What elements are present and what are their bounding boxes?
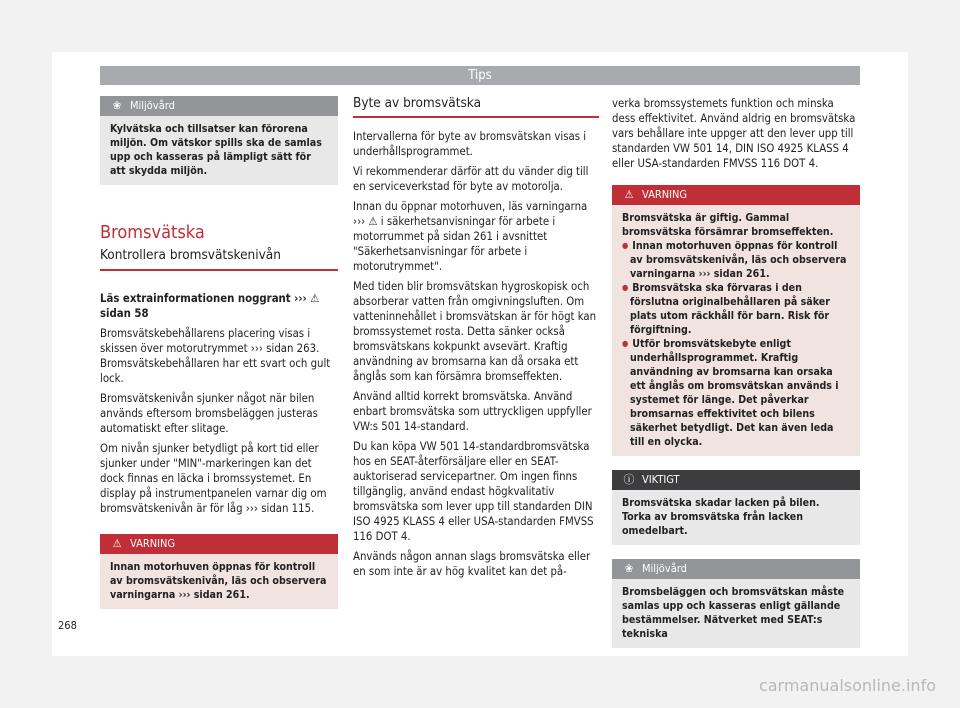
section-title-byte: Byte av bromsvätska [353, 96, 599, 118]
env-box-2 [612, 559, 860, 648]
env-box-2-text: Bromsbeläggen och bromsvätskan måste samlas upp och kasseras enligt gällande bestämmelser. Nätverket med SEAT:s tekniska [622, 586, 845, 640]
env-box-1-text: Kylvätska och tillsatser kan förorena miljön. Om vätskor spills ska de samlas upp och kasseras på lämpligt sätt för att skydda miljön. [110, 123, 322, 177]
warning-lead: Bromsvätska är giftig. Gammal bromsvätska försämrar bromseffekten. [622, 212, 834, 238]
paragraph: verka bromssystemets funktion och minska dess effektivitet. Använd aldrig en bromsvätska vars behållare inte uppger att den lever upp till standarden VW 501 14, DIN ISO 4925 KLASS 4 eller USA-standarden FMVSS 116 DOT 4. [612, 97, 856, 170]
warning-box-1-text: Innan motorhuven öppnas för kontroll av bromsvätskenivån, läs och observera varningarna ››› sidan 261. [110, 561, 327, 601]
warning-box-2 [612, 185, 860, 456]
header-bar [100, 66, 860, 85]
warning-box-1-head [100, 534, 338, 554]
info-circle-icon: ⓘ [623, 473, 635, 486]
section-subtitle: Kontrollera bromsvätskenivån [100, 248, 338, 271]
paragraph: Används någon annan slags bromsvätska eller en som inte är av hög kvalitet kan det på- [353, 550, 591, 578]
flower-icon: ❀ [624, 562, 634, 575]
column-2 [353, 96, 599, 584]
header-title: Tips [468, 68, 492, 83]
caution-box-text: Bromsvätska skadar lacken på bilen. Torka av bromsvätska från lacken omedelbart. [622, 497, 820, 537]
paragraph: Vi rekommenderar därför att du vänder dig till en serviceverkstad för byte av motorolja. [353, 165, 589, 193]
warning-box-2-head [612, 185, 860, 205]
column-1 [100, 96, 338, 609]
paragraph: Om nivån sjunker betydligt på kort tid eller sjunker under "MIN"-markeringen kan det dock finnas en läcka i bromssystemet. En display på instrumentpanelen varnar dig om bromsvätskenivån är för låg ››› sidan 115. [100, 442, 327, 515]
paragraph: Bromsvätskebehållarens placering visas i skissen över motorutrymmet ››› sidan 263. Bromsvätskebehållaren har ett svart och gult lock. [100, 327, 331, 385]
paragraph: Med tiden blir bromsvätskan hygroskopisk och absorberar vatten från omgivningsluften. Om vatteninnehållet i bromsvätskan är för högt kan bromssystemet rosta. Detta sänker också bromsvätskans kokpunkt avsevärt. Kraftig användning av bromsarna kan då orsaka ett ånglås som kan försämra bromseffekten. [353, 280, 597, 383]
flower-icon: ❀ [112, 99, 122, 112]
warning-box-2-title: VARNING [642, 188, 688, 201]
intro-text: Läs extrainformationen noggrant ››› ⚠ sidan 58 [100, 292, 320, 320]
env-box-1-head [100, 96, 338, 116]
caution-box-head [612, 470, 860, 490]
warning-box-2-body [612, 205, 860, 456]
env-box-2-title: Miljövård [642, 562, 687, 575]
section-title-bromsvatska: Bromsvätska [100, 222, 205, 243]
caution-box-title: VIKTIGT [642, 473, 680, 486]
paragraph: Du kan köpa VW 501 14-standardbromsvätska hos en SEAT-återförsäljare eller en SEAT-auktoriserad servicepartner. Om ingen finns tillgänglig, använd endast högkvalitativ bromsvätska som lever upp till standarden DIN ISO 4925 KLASS 4 eller USA-standarden FMVSS 116 DOT 4. [353, 440, 594, 543]
paragraph: Intervallerna för byte av bromsvätskan visas i underhållsprogrammet. [353, 130, 587, 158]
paragraph: Bromsvätskenivån sjunker något när bilen används eftersom bromsbeläggen justeras automatiskt efter slitage. [100, 392, 318, 435]
footer-watermark: carmanualsonline.info [758, 676, 936, 695]
warning-item: ● Innan motorhuven öppnas för kontroll av bromsvätskenivån, läs och observera varningarna ››› sidan 261. [622, 239, 850, 281]
paragraph: Använd alltid korrekt bromsvätska. Använd enbart bromsvätska som uttryckligen uppfyller VW:s 501 14-standard. [353, 390, 592, 433]
caution-box [612, 470, 860, 545]
env-box-2-head [612, 559, 860, 579]
warning-triangle-icon: ⚠ [624, 188, 634, 201]
warning-item: ● Utför bromsvätskebyte enligt underhållsprogrammet. Kraftig användning av bromsarna kan orsaka ett ånglås om bromsvätskan används i systemet för länge. Det påverkar bromsarnas effektivitet och bilens säkerhet betydligt. Det kan även leda till en olycka. [622, 337, 850, 449]
warning-item: ● Bromsvätska ska förvaras i den förslutna originalbehållaren på säker plats utom räckhåll för barn. Risk för förgiftning. [622, 281, 850, 337]
env-box-1-title: Miljövård [130, 99, 175, 112]
env-box-1 [100, 96, 338, 185]
column-3 [612, 96, 860, 648]
warning-triangle-icon: ⚠ [112, 537, 122, 550]
warning-box-1-title: VARNING [130, 537, 176, 550]
page-number: 268 [58, 619, 77, 632]
paragraph: Innan du öppnar motorhuven, läs varningarna ››› ⚠ i säkerhetsanvisningar för arbete i motorrummet på sidan 261 i avsnittet "Säkerhetsanvisningar för arbete i motorutrymmet". [353, 200, 588, 273]
warning-box-1 [100, 534, 338, 609]
